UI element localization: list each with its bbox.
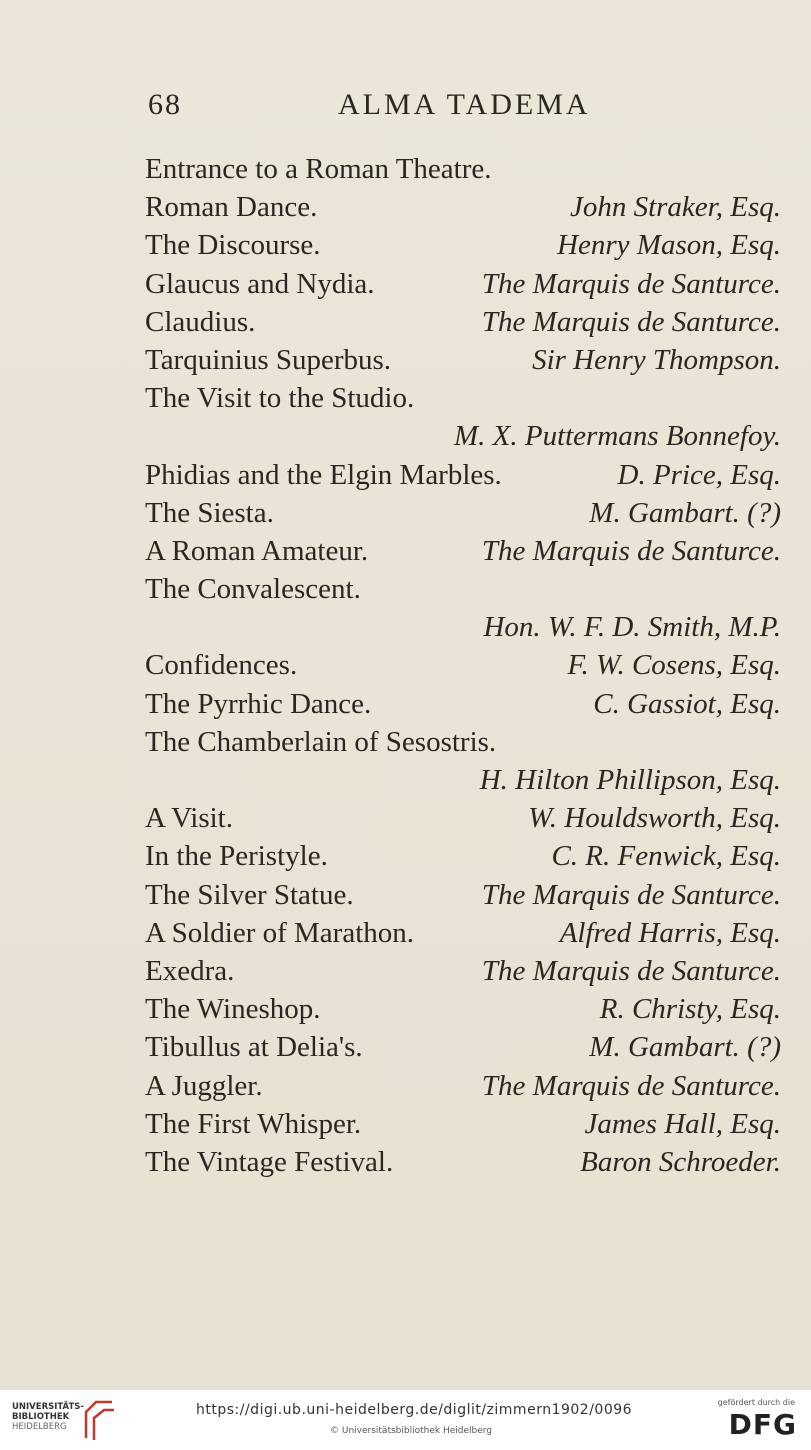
list-item — [145, 723, 781, 761]
painting-title: A Juggler. — [145, 1069, 263, 1102]
painting-title: Entrance to a Roman Theatre. — [145, 153, 492, 185]
copyright-notice: © Universitätsbibliothek Heidelberg — [330, 1426, 493, 1436]
list-item — [145, 646, 781, 684]
painting-title: In the Peristyle. — [145, 840, 328, 873]
library-name-line2: BIBLIOTHEK — [12, 1412, 70, 1422]
painting-title: A Visit. — [145, 802, 233, 835]
list-item — [145, 1143, 781, 1181]
permalink-url[interactable]: https://digi.ub.uni-heidelberg.de/diglit/zimmern1902/0096 — [196, 1402, 633, 1418]
library-logo-icon — [82, 1398, 116, 1442]
painting-title: The Discourse. — [145, 229, 321, 262]
painting-title: The Pyrrhic Dance. — [145, 687, 372, 720]
list-item — [145, 685, 781, 723]
list-item — [145, 226, 781, 264]
painting-title: Tibullus at Delia's. — [145, 1031, 363, 1064]
painting-title: The Convalescent. — [145, 573, 361, 606]
painting-list — [145, 150, 781, 1181]
painting-owner: The Marquis de Santurce. — [481, 954, 781, 987]
painting-owner: M. X. Puttermans Bonnefoy. — [453, 420, 781, 453]
library-logo-text — [12, 1402, 84, 1432]
painting-owner: Baron Schroeder. — [580, 1145, 781, 1178]
painting-owner: John Straker, Esq. — [569, 191, 781, 224]
list-item — [145, 799, 781, 837]
painting-title: Exedra. — [145, 954, 235, 987]
painting-owner: D. Price, Esq. — [617, 458, 781, 491]
funding-note: gefördert durch die — [717, 1398, 795, 1407]
list-item — [145, 303, 781, 341]
list-item — [145, 1067, 781, 1105]
painting-title: The Vintage Festival. — [145, 1145, 394, 1178]
painting-title: The Wineshop. — [145, 993, 321, 1026]
painting-owner: The Marquis de Santurce. — [481, 267, 781, 300]
list-item — [145, 532, 781, 570]
painting-owner: M. Gambart. (?) — [589, 496, 781, 529]
running-title: ALMA TADEMA — [338, 88, 591, 121]
painting-owner: The Marquis de Santurce. — [481, 1069, 781, 1102]
painting-owner: Alfred Harris, Esq. — [559, 916, 781, 949]
digitization-footer — [0, 1390, 811, 1450]
painting-owner: C. Gassiot, Esq. — [593, 687, 781, 720]
library-name-line3: HEIDELBERG — [12, 1422, 67, 1432]
painting-owner: Hon. W. F. D. Smith, M.P. — [483, 611, 781, 644]
list-item — [145, 379, 781, 417]
painting-title: The First Whisper. — [145, 1107, 362, 1140]
list-item — [145, 876, 781, 914]
list-item — [145, 952, 781, 990]
painting-title: Tarquinius Superbus. — [145, 343, 392, 376]
page-number: 68 — [148, 88, 182, 121]
list-item — [145, 608, 781, 646]
painting-title: The Silver Statue. — [145, 878, 354, 911]
list-item — [145, 990, 781, 1028]
painting-owner: M. Gambart. (?) — [589, 1031, 781, 1064]
painting-title: Roman Dance. — [145, 191, 318, 224]
dfg-logo: DFG — [728, 1408, 797, 1441]
painting-owner: Henry Mason, Esq. — [557, 229, 781, 262]
painting-title: The Siesta. — [145, 496, 274, 529]
painting-owner: W. Houldsworth, Esq. — [528, 802, 781, 835]
painting-owner: H. Hilton Phillipson, Esq. — [479, 764, 781, 796]
painting-title: A Roman Amateur. — [145, 534, 369, 567]
list-item — [145, 837, 781, 875]
list-item — [145, 570, 781, 608]
list-item — [145, 456, 781, 494]
list-item — [145, 1105, 781, 1143]
painting-owner: Sir Henry Thompson. — [532, 343, 781, 376]
painting-owner: R. Christy, Esq. — [599, 993, 781, 1026]
list-item — [145, 188, 781, 226]
painting-title: Claudius. — [145, 305, 256, 338]
painting-owner: The Marquis de Santurce. — [481, 305, 781, 338]
list-item — [145, 914, 781, 952]
painting-title: The Visit to the Studio. — [145, 382, 415, 415]
list-item — [145, 341, 781, 379]
list-item — [145, 1028, 781, 1066]
library-name-line1: UNIVERSITÄTS- — [12, 1402, 84, 1412]
list-item — [145, 417, 781, 455]
list-item — [145, 761, 781, 799]
painting-title: The Chamberlain of Sesostris. — [145, 725, 497, 758]
painting-owner: F. W. Cosens, Esq. — [567, 649, 781, 682]
painting-title: A Soldier of Marathon. — [145, 916, 415, 949]
list-item — [145, 150, 781, 188]
painting-owner: The Marquis de Santurce. — [481, 878, 781, 911]
painting-title: Phidias and the Elgin Marbles. — [145, 458, 502, 491]
painting-owner: C. R. Fenwick, Esq. — [551, 840, 781, 873]
list-item — [145, 494, 781, 532]
running-head — [148, 88, 781, 128]
painting-title: Confidences. — [145, 649, 298, 682]
list-item — [145, 265, 781, 303]
painting-owner: James Hall, Esq. — [584, 1107, 781, 1140]
painting-title: Glaucus and Nydia. — [145, 267, 375, 300]
painting-owner: The Marquis de Santurce. — [481, 534, 781, 567]
